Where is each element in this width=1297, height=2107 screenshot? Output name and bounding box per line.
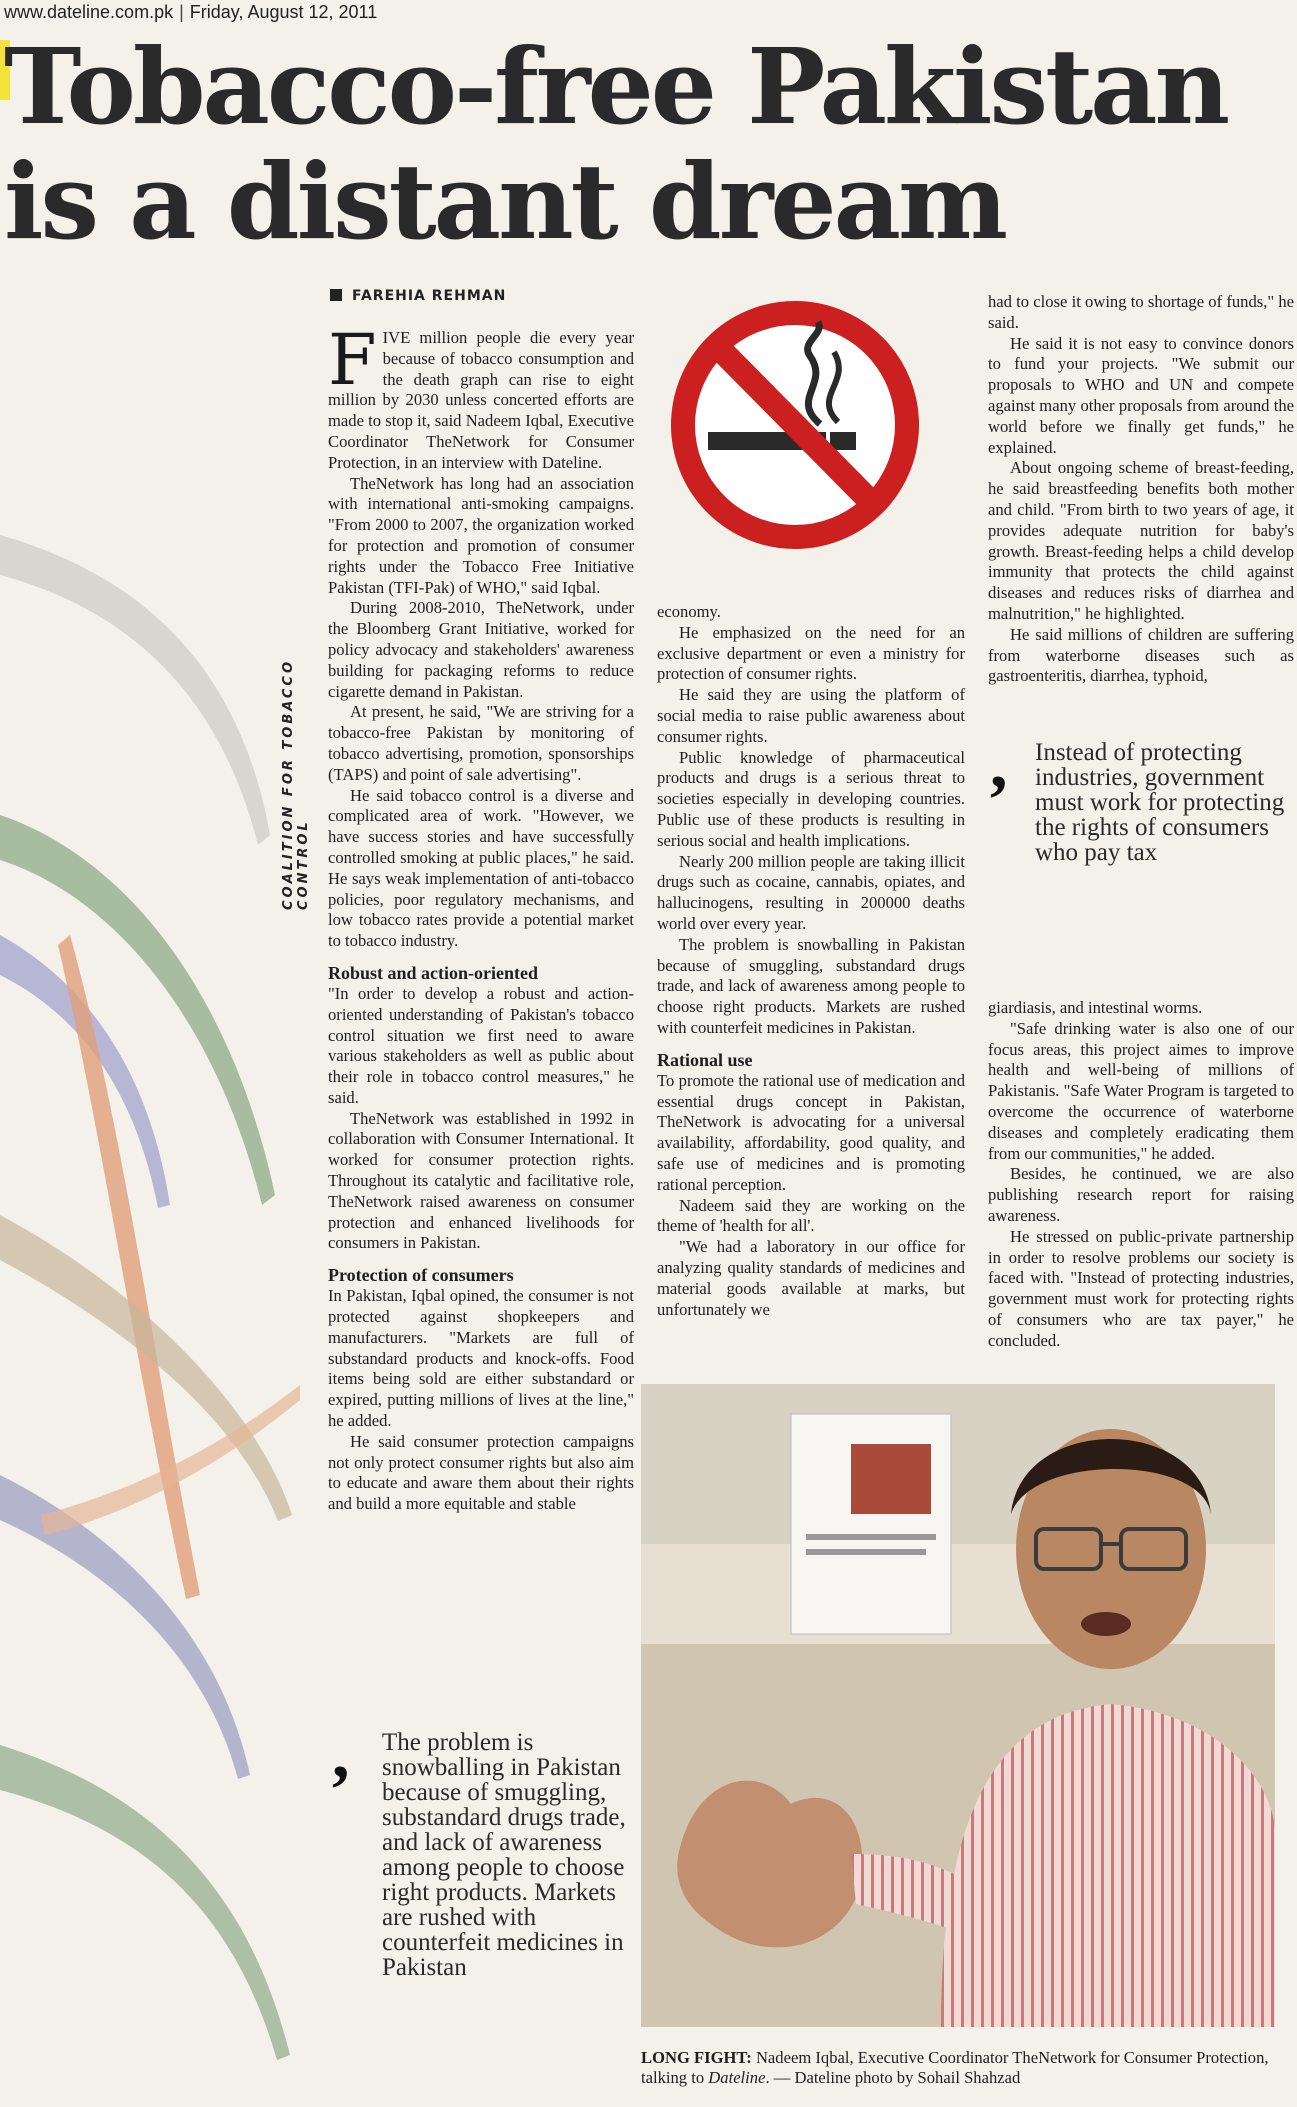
side-section-label: COALITION FOR TOBACCO CONTROL — [281, 658, 311, 910]
paragraph: He said millions of children are suffering from waterborne diseases such as gastroenteritis, diarrhea, typhoid, — [988, 624, 1294, 686]
quote-mark-icon: , — [990, 726, 1008, 803]
paragraph: He said consumer protection campaigns not only protect consumer rights but also aim to educate and aware them about their rights and build a more equitable and stable — [328, 1431, 634, 1514]
pull-quote-text: The problem is snowballing in Pakistan because of smuggling, substandard drugs trade, and lack of awareness among people to choose right products. Markets are rushed with counterfeit medicines in Pakistan — [382, 1729, 626, 1981]
pull-quote-2 — [332, 1716, 632, 2090]
quote-mark-icon: , — [332, 1716, 350, 1793]
paragraph: had to close it owing to shortage of funds," he said. — [988, 292, 1294, 332]
photo-caption — [641, 2048, 1281, 2088]
paragraph: Besides, he continued, we are also publishing research report for raising awareness. — [988, 1164, 1294, 1225]
paragraph: "In order to develop a robust and action-oriented understanding of Pakistan's tobacco control situation we first need to aware various stakeholders as well as public about their role in tobacco control measures," he said. — [328, 983, 634, 1107]
paragraph: He said they are using the platform of social media to raise public awareness about consumer rights. — [657, 685, 965, 746]
paragraph: At present, he said, "We are striving for a tobacco-free Pakistan by monitoring of tobacco advertising, promotion, sponsorships (TAPS) and point of sale advertising". — [328, 702, 634, 784]
article-column-3-bottom — [988, 998, 1294, 1352]
subheading-rational-use: Rational use — [657, 1049, 753, 1070]
byline — [330, 288, 506, 304]
decorative-ribbon-graphic — [0, 515, 300, 2107]
paragraph: "We had a laboratory in our office for analyzing quality standards of medicines and material goods available at marks, but unfortunately we — [657, 1237, 965, 1319]
subheading-protection: Protection of consumers — [328, 1265, 514, 1286]
paragraph: The problem is snowballing in Pakistan because of smuggling, substandard drugs trade, and lack of awareness among people to choose right products. Markets are rushed with counterfeit medicines in Pakistan. — [657, 934, 965, 1037]
headline-line-1: Tobacco-free Pakistan — [4, 25, 1228, 148]
byline-square-icon — [330, 289, 342, 301]
site-url[interactable]: www.dateline.com.pk — [4, 2, 174, 22]
paragraph: He said tobacco control is a diverse and complicated area of work. "However, we have success stories and have successfully controlled smoking at public places," he said. He says weak implementation of anti-tobacco policies, poor regulatory mechanisms, and low tobacco rates provide a potential market to tobacco industry. — [328, 785, 634, 951]
paragraph: He stressed on public-private partnership in order to resolve problems our society is faced with. "Instead of protecting industries, government must work for protecting rights of consumers who are tax payer," he concluded. — [988, 1226, 1294, 1350]
paragraph: "Safe drinking water is also one of our focus areas, this project aimes to improve health and well-being of millions of Pakistanis. "Safe Water Program is targeted to overcome the occurrence of waterborne diseases and completely eradicating them from our communities," he added. — [988, 1018, 1294, 1163]
caption-label: LONG FIGHT: — [641, 2048, 752, 2067]
no-smoking-icon — [660, 294, 930, 556]
paragraph: To promote the rational use of medication and essential drugs concept in Pakistan, TheNetwork is advocating for a universal availability, affordability, good quality, and safe use of medicines and is promoting rational perception. — [657, 1070, 965, 1194]
masthead-separator: | — [179, 2, 184, 22]
interview-photo — [641, 1384, 1275, 2027]
paragraph: Public knowledge of pharmaceutical products and drugs is a serious threat to societies especially in developing countries. Public use of these products is resulting in serious social and health implications. — [657, 747, 965, 850]
masthead — [4, 2, 377, 23]
article-column-2 — [657, 602, 965, 1320]
paragraph: In Pakistan, Iqbal opined, the consumer is not protected against shopkeepers and manufacturers. "Markets are full of substandard products and knock-offs. Food items being sold are either substandard or expired, putting millions of lives at the line," he added. — [328, 1286, 634, 1431]
paragraph: TheNetwork was established in 1992 in collaboration with Consumer International. It worked for consumer protection rights. Throughout its catalytic and facilitative role, TheNetwork raised awareness on consumer protection and enhanced livelihoods for consumers in Pakistan. — [328, 1108, 634, 1253]
paragraph: giardiasis, and intestinal worms. — [988, 998, 1203, 1017]
article-column-1 — [328, 319, 634, 1515]
paragraph: Nadeem said they are working on the theme of 'health for all'. — [657, 1195, 965, 1236]
paragraph: economy. — [657, 602, 721, 621]
caption-publication: Dateline — [708, 2068, 766, 2087]
author-name: FAREHIA REHMAN — [352, 288, 507, 304]
paragraph: During 2008-2010, TheNetwork, under the Bloomberg Grant Initiative, worked for policy advocacy and stakeholders' awareness building for packaging reforms to reduce cigarette demand in Pakistan. — [328, 598, 634, 701]
pull-quote-text: Instead of protecting industries, government must work for protecting the rights of consumers who pay tax — [1035, 739, 1285, 866]
paragraph: He emphasized on the need for an exclusive department or even a ministry for protection of consumer rights. — [657, 622, 965, 684]
drop-cap: F — [328, 319, 377, 401]
article-column-3-top — [988, 292, 1294, 687]
paragraph: TheNetwork has long had an association with international anti-smoking campaigns. "From 2000 to 2007, the organization worked for protection and promotion of consumer rights under the Tobacco Free Initiative Pakistan (TFI-Pak) of WHO," said Iqbal. — [328, 473, 634, 597]
paragraph-text: IVE million people die every year because of tobacco consumption and the death graph can rise to eight million by 2030 unless concerted efforts are made to stop it, said Nadeem Iqbal, Executive Coordinator TheNetwork for Consumer Protection, in an interview with Dateline. — [328, 328, 634, 472]
caption-text: Nadeem Iqbal, Executive Coordinator TheNetwork for Consumer Protection, talking to — [641, 2048, 1269, 2087]
pull-quote-1 — [990, 726, 1290, 970]
issue-date: Friday, August 12, 2011 — [189, 2, 378, 22]
headline-line-2: is a distant dream — [4, 140, 1006, 263]
photo-credit: . — Dateline photo by Sohail Shahzad — [765, 2068, 1021, 2087]
paragraph: Nearly 200 million people are taking illicit drugs such as cocaine, cannabis, opiates, and hallucinogens, resulting in 200000 deaths world over every year. — [657, 851, 965, 933]
paragraph: About ongoing scheme of breast-feeding, he said breastfeeding benefits both mother and child. "From birth to two years of age, it provides adequate nutrition for baby's growth. Breast-feeding helps a child develop immunity that protects the child against diseases and reduces risks of diarrhea and malnutrition," he highlighted. — [988, 458, 1294, 623]
paragraph: He said it is not easy to convince donors to fund your projects. "We submit our proposals to WHO and UN and compete against many other proposals from around the world before we finally get funds," he explained. — [988, 333, 1294, 457]
lead-paragraph — [328, 319, 634, 474]
subheading-robust: Robust and action-oriented — [328, 962, 539, 983]
